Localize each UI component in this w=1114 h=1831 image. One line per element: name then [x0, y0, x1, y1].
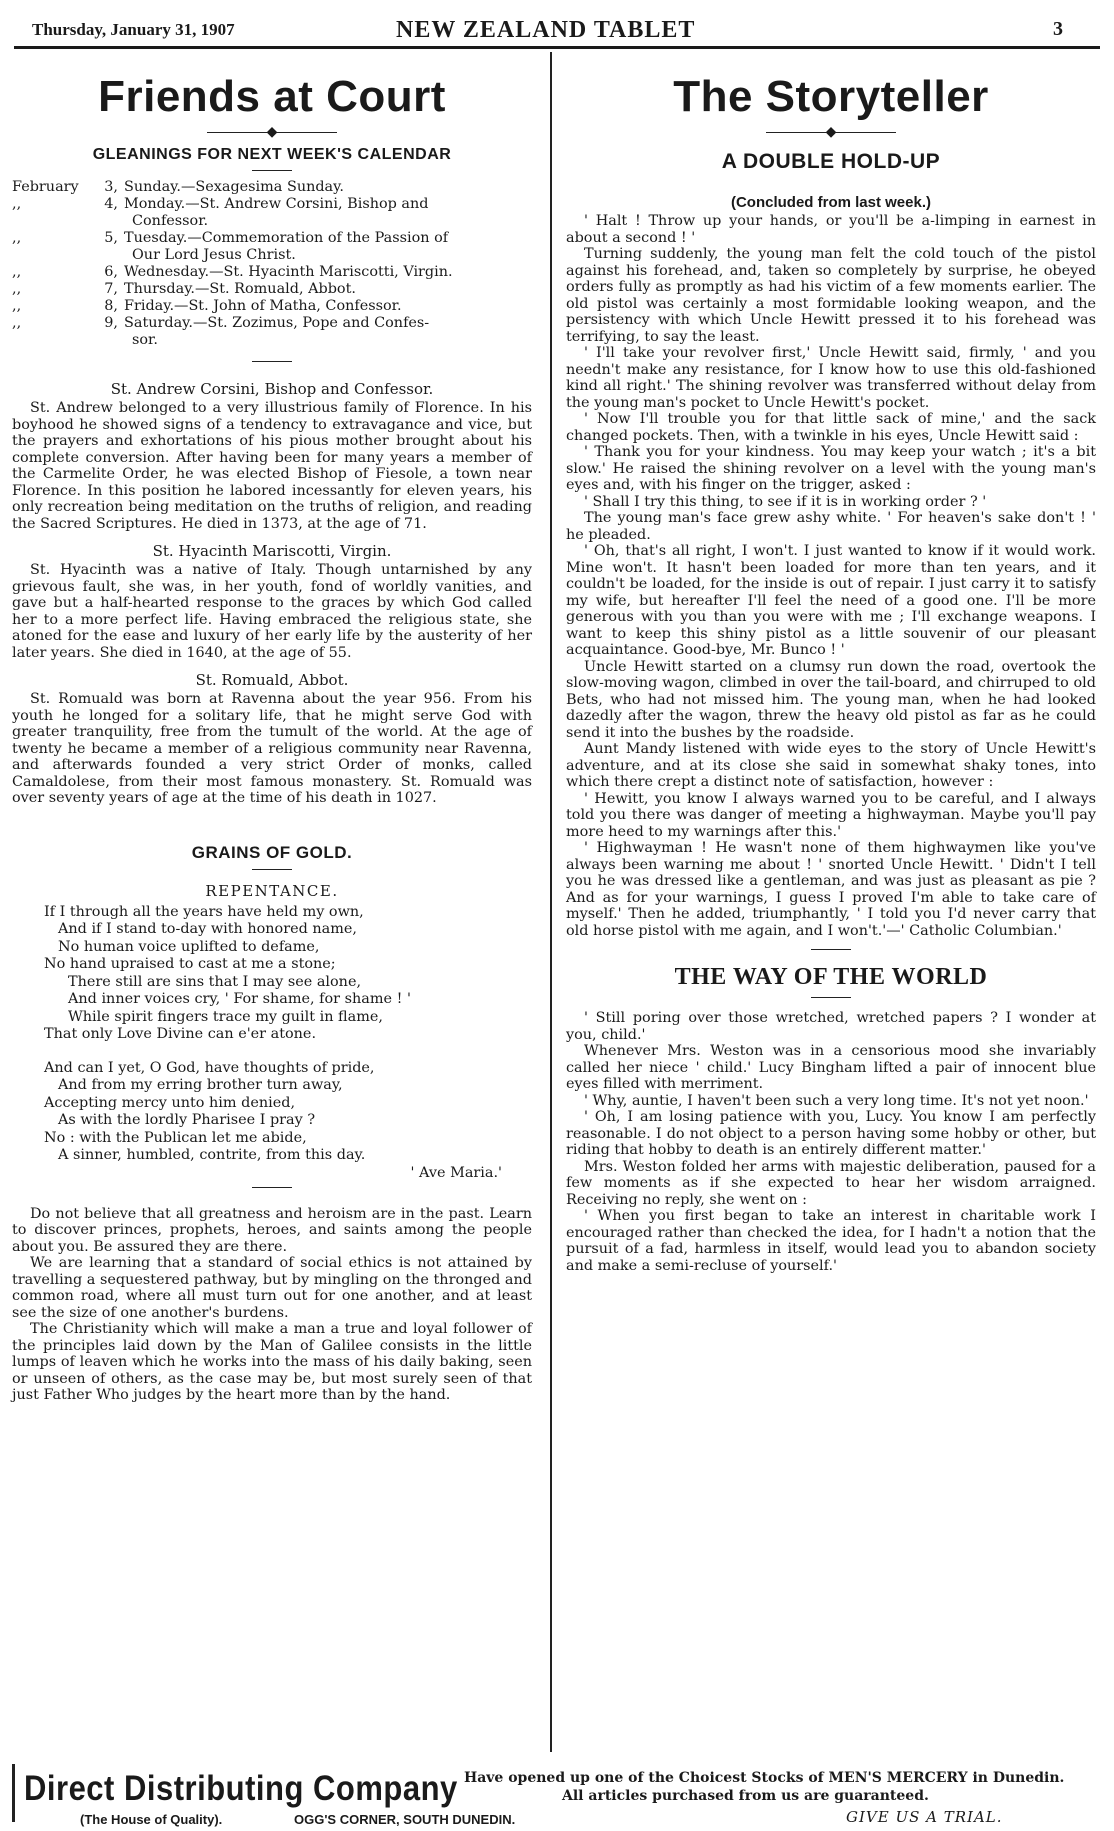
story-paragraph: ' Oh, I am losing patience with you, Lucy. You know I am perfectly reasonable. I do not object to a person having some hobby or other, but riding that hobby to death is an entirely different matter.': [566, 1109, 1096, 1158]
grains-of-gold-heading: GRAINS OF GOLD.: [191, 842, 353, 862]
column-divider: [550, 52, 552, 1752]
essay-paragraph: We are learning that a standard of social ethics is not attained by travelling a sequestered pathway, but by mingling on the thronged and common road, where all must turn out for one another, and at least see the size of one another's burdens.: [12, 1255, 532, 1321]
poem-line: Accepting mercy unto him denied,: [44, 1094, 296, 1111]
poem-line: As with the lordly Pharisee I pray ?: [58, 1112, 316, 1128]
poem-line: No hand upraised to cast at me a stone;: [44, 956, 336, 972]
poem-line: And inner voices cry, ' For shame, for shame ! ': [68, 991, 411, 1007]
story-paragraph: ' Thank you for your kindness. You may keep your watch ; it's a bit slow.' He raised the shining revolver on a level with the young man's eyes and, with his finger on the trigger, asked :: [566, 444, 1096, 493]
calendar-list: [12, 179, 532, 349]
calendar-day: 7,: [104, 281, 118, 297]
continuation-note: (Concluded from last week.): [730, 194, 932, 211]
left-column: [12, 54, 532, 1404]
calendar-month: ,,: [12, 298, 22, 314]
poem: [12, 904, 532, 1165]
calendar-entry: [124, 298, 532, 315]
saint-biography: St. Andrew belonged to a very illustrious family of Florence. In his boyhood he showed signs of a tendency to extravagance and vice, but the prayers and exhortations of his pious mother brought about his complete conversion. After having been for many years a member of the Carmelite Order, he was elected Bishop of Fiesole, a town near Florence. In this position he labored incessantly for eleven years, his only recreation being meditation on the truths of religion, and reading the Sacred Scriptures. He died in 1373, at the age of 71.: [12, 400, 532, 532]
calendar-day: 6,: [104, 264, 118, 280]
calendar-row: [12, 315, 532, 349]
calendar-entry: [124, 196, 532, 230]
story-paragraph: ' Oh, that's all right, I won't. I just wanted to know if it would work. Mine won't. It hasn't been loaded for more than ten years, and it couldn't be loaded, for the inside is out of repair. I just carry it to satisfy my wife, but hereafter I'll feel the need of a good one. I'll be more generous with you than you were with me ; I'll exchange weapons. I want to keep this shiny pistol as a little souvenir of our pleasant acquaintance. Good-bye, Mr. Bunco ! ': [566, 543, 1096, 658]
saint-heading: St. Andrew Corsini, Bishop and Confessor.: [110, 380, 434, 398]
story-paragraph: ' Why, auntie, I haven't been such a very long time. It's not yet noon.': [584, 1092, 1089, 1109]
poem-line: And can I yet, O God, have thoughts of pride,: [44, 1059, 375, 1076]
calendar-month: ,,: [12, 281, 22, 297]
calendar-row: [12, 179, 532, 196]
calendar-row: [12, 281, 532, 298]
poem-line: No : with the Publican let me abide,: [44, 1129, 307, 1146]
world-body: [566, 1010, 1096, 1274]
story-paragraph: Whenever Mrs. Weston was in a censorious mood she invariably called her niece ' child.' Lucy Bingham lifted a pair of innocent blue eyes filled with merriment.: [566, 1043, 1096, 1092]
essay-paragraph: The Christianity which will make a man a true and loyal follower of the principles laid down by the Man of Galilee consists in the little lumps of leaven which he works into the mass of his daily baking, seen or unseen of others, as the case may be, but most surely seen of that just Father Who judges by the heart more than by the hand.: [12, 1321, 532, 1403]
saint-heading: St. Romuald, Abbot.: [195, 671, 349, 689]
saint-biography: St. Hyacinth was a native of Italy. Though untarnished by any grievous fault, she was, in her youth, fond of worldly vanities, and gave but a half-hearted response to the graces by which God called her to a more perfect life. Having embraced the religious state, she atoned for the ease and luxury of her early life by the austerity of her later years. She died in 1640, at the age of 55.: [12, 562, 532, 661]
divider: [252, 361, 292, 362]
poem-line: A sinner, humbled, contrite, from this day.: [58, 1147, 366, 1163]
essay: [12, 1206, 532, 1404]
calendar-subtitle: GLEANINGS FOR NEXT WEEK'S CALENDAR: [92, 146, 452, 163]
essay-paragraph: Do not believe that all greatness and heroism are in the past. Learn to discover princes, prophets, heroes, and saints among the people about you. Be assured they are there.: [12, 1205, 532, 1255]
poem-line: And if I stand to-day with honored name,: [58, 921, 357, 937]
stanza-break: [44, 1044, 532, 1060]
right-column: [566, 54, 1096, 1274]
newspaper-title: NEW ZEALAND TABLET: [396, 17, 696, 43]
calendar-month: ,,: [12, 264, 22, 280]
calendar-day: 4,: [104, 196, 118, 212]
saint-heading: St. Hyacinth Mariscotti, Virgin.: [152, 542, 392, 560]
calendar-entry-cont: Confessor.: [132, 213, 209, 229]
poem-line: There still are sins that I may see alone,: [68, 973, 362, 990]
calendar-entry-text: Wednesday.—St. Hyacinth Mariscotti, Virgin.: [124, 264, 453, 280]
story-paragraph: The young man's face grew ashy white. ' For heaven's sake don't ! ' he pleaded.: [566, 510, 1096, 543]
poem-attribution: ' Ave Maria.': [410, 1164, 502, 1181]
story-paragraph: ' Highwayman ! He wasn't none of them highwaymen like you've always been warning me about ! ' snorted Uncle Hewitt. ' Didn't I tell you he was dressed like a gentleman, and was just as pleasant as pie ? And as for your warnings, I guess I proved I'm able to take care of myself.' Then he added, triumphantly, ' I told you I'd never carry that old horse pistol with me again, and I won't.'—' Catholic Columbian.': [566, 840, 1096, 939]
company-name: Direct Distributing Company: [24, 1768, 458, 1809]
company-tagline: (The House of Quality).: [80, 1812, 223, 1827]
calendar-row: [12, 298, 532, 315]
calendar-entry-cont: Our Lord Jesus Christ.: [132, 247, 296, 263]
calendar-entry: [124, 179, 532, 196]
story-paragraph: ' Hewitt, you know I always warned you to be careful, and I always told you there was danger of meeting a highwayman. Maybe you'll pay more heed to my warnings after this.': [566, 790, 1096, 840]
advert-line: Have opened up one of the Choicest Stocks of MEN'S MERCERY in Dunedin.: [464, 1770, 1065, 1786]
poem-title: REPENTANCE.: [205, 881, 339, 900]
story-paragraph: ' Shall I try this thing, to see if it is in working order ? ': [584, 493, 987, 510]
calendar-entry-text: Sunday.—Sexagesima Sunday.: [124, 179, 344, 195]
story-paragraph: ' Still poring over those wretched, wretched papers ? I wonder at you, child.': [566, 1010, 1096, 1043]
friends-at-court-title: Friends at Court: [98, 72, 446, 121]
page-header: [0, 0, 1114, 48]
calendar-entry-text: Thursday.—St. Romuald, Abbot.: [124, 281, 356, 297]
story-paragraph: ' Now I'll trouble you for that little sack of mine,' and the sack changed pockets. Then, with a twinkle in his eyes, Uncle Hewitt said :: [566, 411, 1096, 444]
advertisement: [0, 1752, 1114, 1831]
calendar-day: 9,: [104, 315, 118, 331]
way-of-the-world-title: THE WAY OF THE WORLD: [674, 964, 988, 990]
story-paragraph: ' I'll take your revolver first,' Uncle Hewitt said, firmly, ' and you needn't make any resistance, for I know how to use this old-fashioned kind all right.' The shining revolver was transferred without delay from the young man's pocket to Uncle Hewitt's pocket.: [566, 345, 1096, 411]
title-ornament: ◆: [566, 124, 1096, 140]
advert-bar: [12, 1764, 15, 1822]
poem-line: While spirit fingers trace my guilt in flame,: [68, 1008, 383, 1025]
story-body: [566, 213, 1096, 939]
issue-date: Thursday, January 31, 1907: [32, 20, 235, 39]
divider: [252, 170, 292, 171]
calendar-day: 5,: [104, 230, 118, 246]
advert-slogan: GIVE US A TRIAL.: [846, 1808, 1003, 1826]
title-ornament: ◆: [12, 124, 532, 140]
saint-biography: St. Romuald was born at Ravenna about the year 956. From his youth he longed for a solitary life, that he might serve God with greater tranquility, free from the tumult of the world. At the age of twenty he became a member of a religious community near Ravenna, and afterwards founded a very strict Order of monks, called Camaldolese, from their most famous monastery. St. Romuald was over seventy years of age at the time of his death in 1027.: [12, 691, 532, 806]
calendar-day: 3,: [104, 179, 118, 195]
story-paragraph: ' Halt ! Throw up your hands, or you'll be a-limping in earnest in about a second ! ': [566, 213, 1096, 246]
divider: [252, 869, 292, 870]
calendar-entry-text: Friday.—St. John of Matha, Confessor.: [124, 298, 402, 314]
divider: [811, 949, 851, 950]
story-paragraph: ' When you first began to take an interest in charitable work I encouraged rather than checked the idea, for I hadn't a notion that the pursuit of a fad, harmless in itself, would lead you to abandon society and make a semi-recluse of yourself.': [566, 1208, 1096, 1274]
calendar-entry: [124, 315, 532, 349]
company-address: OGG'S CORNER, SOUTH DUNEDIN.: [294, 1812, 516, 1827]
calendar-entry: [124, 230, 532, 264]
story-paragraph: Aunt Mandy listened with wide eyes to the story of Uncle Hewitt's adventure, and at its close she said in somewhat shaky tones, into which there crept a distinct note of satisfaction, however :: [566, 741, 1096, 790]
story-paragraph: Uncle Hewitt started on a clumsy run down the road, overtook the slow-moving wagon, climbed in over the tail-board, and chirruped to old Bets, who had not missed him. The young man, when he had looked dazedly after the wagon, threw the heavy old pistol as far as he could send it into the bushes by the roadside.: [566, 658, 1096, 741]
calendar-month: ,,: [12, 196, 22, 212]
calendar-month: ,,: [12, 230, 22, 246]
calendar-entry-text: Saturday.—St. Zozimus, Pope and Confes-: [124, 315, 430, 331]
calendar-entry-cont: sor.: [132, 332, 158, 348]
calendar-entry: [124, 264, 532, 281]
poem-line: No human voice uplifted to defame,: [58, 938, 320, 955]
divider: [811, 997, 851, 998]
calendar-entry-text: Tuesday.—Commemoration of the Passion of: [124, 230, 449, 246]
divider: [252, 1187, 292, 1188]
page-number: 3: [1053, 18, 1063, 40]
calendar-day: 8,: [104, 298, 118, 314]
advert-line: All articles purchased from us are guaranteed.: [562, 1788, 929, 1804]
calendar-row: [12, 230, 532, 264]
storyteller-title: The Storyteller: [673, 72, 989, 121]
calendar-month: ,,: [12, 315, 22, 331]
story-title: A DOUBLE HOLD-UP: [721, 150, 941, 173]
calendar-entry: [124, 281, 532, 298]
calendar-entry-text: Monday.—St. Andrew Corsini, Bishop and: [124, 196, 429, 212]
poem-line: If I through all the years have held my own,: [44, 903, 364, 920]
calendar-row: [12, 264, 532, 281]
calendar-month: February: [12, 179, 79, 195]
story-paragraph: Mrs. Weston folded her arms with majestic deliberation, paused for a few moments as if she expected to hear her wisdom arraigned. Receiving no reply, she went on :: [566, 1158, 1096, 1208]
story-paragraph: Turning suddenly, the young man felt the cold touch of the pistol against his forehead, and, taken so completely by surprise, he obeyed orders fully as promptly as had his victim of a few moments earlier. The old pistol was certainly a most formidable looking weapon, and the persistency with which Uncle Hewitt pressed it to his forehead was terrifying, to say the least.: [566, 246, 1096, 345]
header-rule: [14, 46, 1100, 49]
poem-line: That only Love Divine can e'er atone.: [44, 1026, 317, 1042]
poem-line: And from my erring brother turn away,: [58, 1077, 343, 1093]
calendar-row: [12, 196, 532, 230]
